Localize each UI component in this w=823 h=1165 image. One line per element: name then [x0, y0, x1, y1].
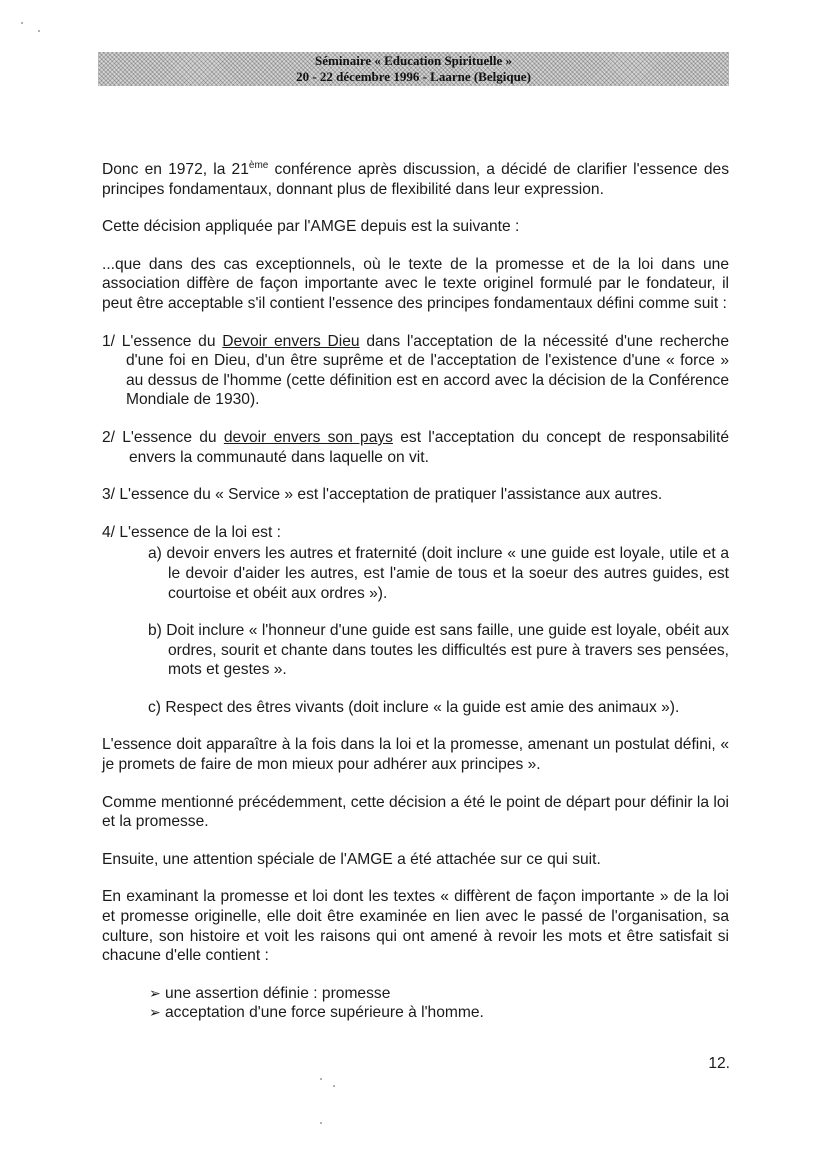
- item-1-text: dans l'acceptation de la nécessité d'une recherche d'une foi en Dieu, d'un être suprême et de l'acceptation de l'existence d'une « force » au dessus de l'homme (cette définition est en accord avec la décision de la Conférence Mondiale de 1930).: [126, 332, 729, 409]
- paragraph-1-end: conférence après discussion, a décidé de clarifier l'essence des principes fondamentaux, donnant plus de flexibilité dans leur expression.: [102, 161, 729, 198]
- scan-speck: [333, 1085, 335, 1087]
- ordinal-superscript: ème: [248, 159, 269, 171]
- item-3-service: 3/ L'essence du « Service » est l'acceptation de pratiquer l'assistance aux autres.: [102, 486, 663, 504]
- item-1-underlined-term: Devoir envers Dieu: [222, 332, 360, 350]
- bullet-item-2: [149, 1003, 729, 1023]
- law-item-b: b) Doit inclure « l'honneur d'une guide est sans faille, une guide est loyale, obéit aux ordres, sourit et chante dans toutes les difficultés est pure à travers ses pensées, mots et gestes ».: [148, 622, 729, 679]
- law-item-c: c) Respect des êtres vivants (doit inclure « la guide est amie des animaux »).: [148, 698, 680, 716]
- item-1-prefix: 1/ L'essence du: [102, 332, 223, 350]
- item-2-prefix: 2/ L'essence du: [102, 428, 224, 446]
- paragraph-2: Cette décision appliquée par l'AMGE depuis est la suivante :: [102, 218, 520, 236]
- scan-speck: [320, 1122, 322, 1124]
- item-2-underlined-term: devoir envers son pays: [223, 428, 393, 446]
- bullet-2-text: acceptation d'une force supérieure à l'homme.: [165, 1004, 484, 1022]
- seminar-header-banner: [98, 52, 729, 86]
- bullet-1-text: une assertion définie : promesse: [165, 984, 391, 1002]
- paragraph-4: L'essence doit apparaître à la fois dans la loi et la promesse, amenant un postulat défini, « je promets de faire de mon mieux pour adhérer aux principes ».: [102, 736, 729, 774]
- item-2-text: est l'acceptation du concept de responsabilité envers la communauté dans laquelle on vit.: [129, 428, 730, 466]
- paragraph-6: Ensuite, une attention spéciale de l'AMGE a été attachée sur ce qui suit.: [102, 850, 601, 868]
- item-4-law: 4/ L'essence de la loi est :: [102, 523, 281, 541]
- law-item-a: a) devoir envers les autres et fraternité (doit inclure « une guide est loyale, utile et a le devoir d'aider les autres, est l'amie de tous et la soeur des autres guides, est courtoise et obéit aux ordres »).: [148, 545, 729, 602]
- header-title-line: Séminaire « Education Spirituelle »: [315, 53, 512, 68]
- paragraph-3: ...que dans des cas exceptionnels, où le texte de la promesse et de la loi dans une association diffère de façon importante avec le texte originel formulé par le fondateur, il peut être acceptable s'il contient l'essence des principes fondamentaux défini comme suit :: [102, 255, 729, 312]
- header-date-line: 20 - 22 décembre 1996 - Laarne (Belgique): [296, 69, 531, 84]
- item-2-duty-to-country: [102, 428, 729, 467]
- arrow-bullet-icon: ➢: [149, 1004, 161, 1021]
- document-body: [102, 160, 729, 1023]
- scan-speck: [320, 1078, 322, 1080]
- paragraph-1: [102, 160, 729, 199]
- bullet-item-1: [149, 984, 729, 1004]
- item-1-duty-to-god: [102, 332, 729, 410]
- arrow-bullet-icon: ➢: [149, 984, 161, 1001]
- scan-speck: [38, 30, 40, 32]
- paragraph-1-start: Donc en 1972, la 21: [102, 161, 249, 178]
- paragraph-7: En examinant la promesse et loi dont les textes « diffèrent de façon importante » de la loi et promesse originelle, elle doit être examinée en lien avec le passé de l'organisation, sa culture, son histoire et voit les raisons qui ont amené à revoir les mots et être satisfait si chacune d'elle contient :: [102, 888, 729, 965]
- scan-speck: [21, 22, 23, 24]
- paragraph-5: Comme mentionné précédemment, cette décision a été le point de départ pour définir la loi et la promesse.: [102, 793, 729, 831]
- page-number: 12.: [708, 1055, 730, 1072]
